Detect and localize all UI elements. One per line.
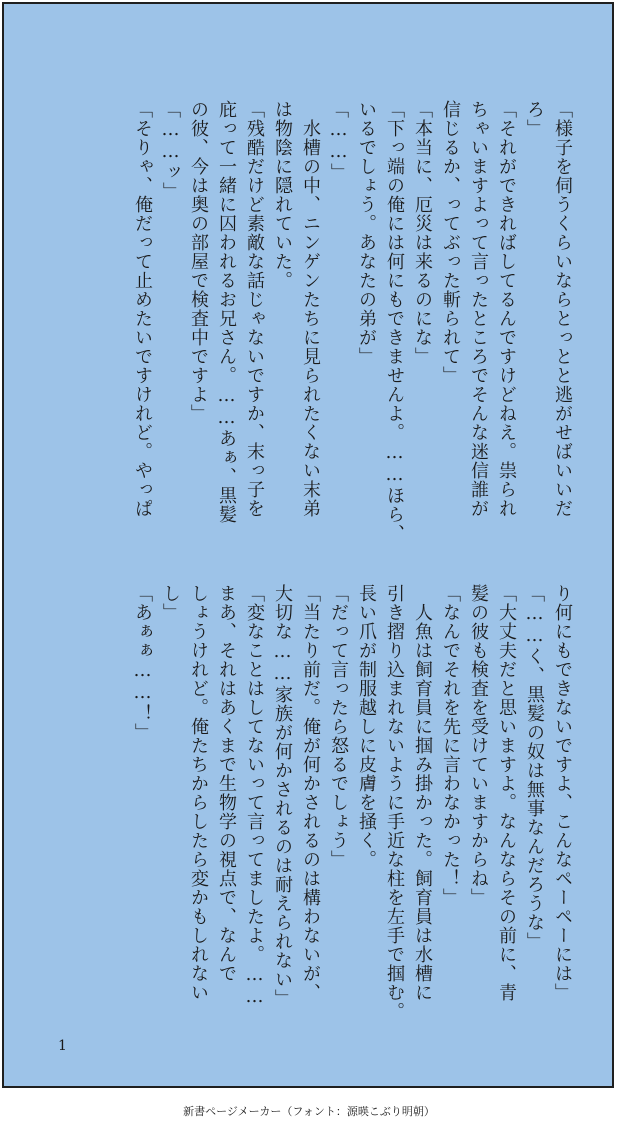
page-number: 1: [58, 1038, 67, 1054]
text-line: 「それができればしてるんですけどねえ。祟られ: [496, 100, 517, 518]
manuscript-page: [2, 2, 614, 1088]
text-line: いるでしょう。あなたの弟が」: [356, 100, 377, 366]
text-line: ろ」: [524, 100, 545, 138]
text-line: 人魚は飼育員に掴み掛かった。飼育員は水槽に: [412, 584, 433, 1002]
text-line: 長い爪が制服越しに皮膚を掻く。: [356, 584, 377, 869]
text-line: ちゃいますよって言ったところでそんな迷信誰が: [468, 100, 489, 518]
text-line: 「だって言ったら怒るでしょう」: [328, 584, 349, 869]
text-line: 「……ッ」: [160, 100, 181, 201]
text-line: 「そりゃ、俺だって止めたいですけれど。やっぱ: [132, 100, 153, 518]
text-line: しょうけれど。俺たちからしたら変かもしれない: [188, 584, 209, 1002]
text-line: 「……く、黒髪の奴は無事なんだろうな」: [524, 584, 545, 951]
text-line: 「本当に、厄災は来るのにな」: [412, 100, 433, 366]
text-line: まあ、それはあくまで生物学の視点で、なんで: [216, 584, 237, 983]
text-line: は物陰に隠れていた。: [272, 100, 293, 290]
text-line: 「当たり前だ。俺が何かされるのは構わないが、: [300, 584, 321, 1002]
text-line: 「なんでそれを先に言わなかった！」: [440, 584, 461, 907]
text-line: 「残酷だけど素敵な話じゃないですか、末っ子を: [244, 100, 265, 518]
text-line: 水槽の中、ニンゲンたちに見られたくない末弟: [300, 100, 321, 518]
text-line: 「変なことはしてないって言ってましたよ。……: [244, 584, 265, 1008]
text-line: 大切な……家族が何かされるのは耐えられない」: [272, 584, 293, 1008]
text-line: 髪の彼も検査を受けていますからね」: [468, 584, 489, 907]
text-line: 「あぁぁ……！」: [132, 584, 153, 742]
text-block-upper: [52, 100, 576, 568]
text-line: 「様子を伺うくらいならとっとと逃がせばいいだ: [552, 100, 573, 518]
text-line: 庇って一緒に囚われるお兄さん。……あぁ、黒髪: [216, 100, 237, 524]
text-block-lower: [52, 584, 576, 1052]
footer-credit: 新書ページメーカー（フォント：源暎こぶり明朝）: [183, 1105, 435, 1118]
text-line: 「大丈夫だと思いますよ。なんならその前に、青: [496, 584, 517, 1002]
text-line: の彼、今は奥の部屋で検査中ですよ」: [188, 100, 209, 423]
text-line: り何にもできないですよ、こんなペーペーには」: [552, 584, 573, 1002]
text-line: 引き摺り込まれないように手近な柱を左手で掴む。: [384, 584, 405, 1021]
text-line: 「下っ端の俺には何にもできませんよ。……ほら、: [384, 100, 405, 543]
text-line: 「……」: [328, 100, 349, 182]
text-line: し」: [160, 584, 181, 622]
text-line: 信じるか、ってぶった斬られて」: [440, 100, 461, 385]
